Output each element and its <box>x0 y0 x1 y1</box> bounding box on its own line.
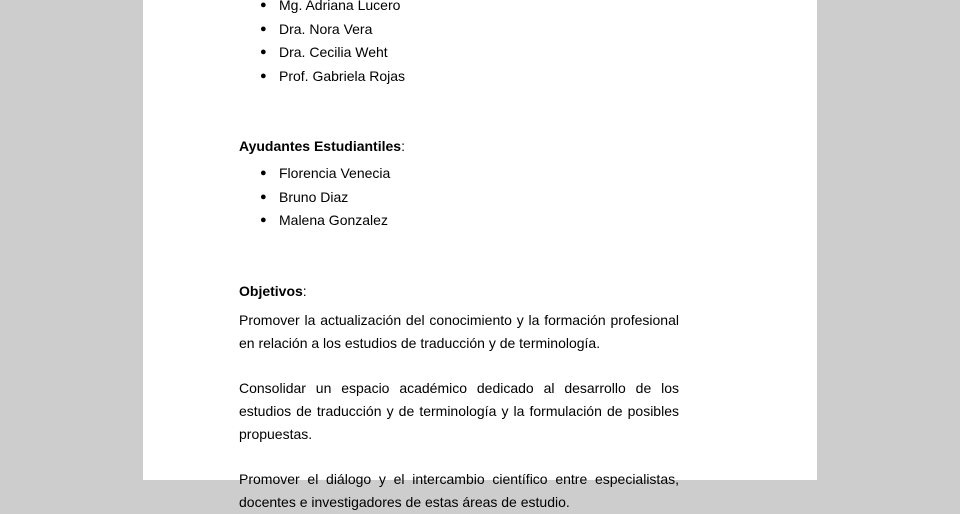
docentes-list <box>239 0 679 88</box>
objetivos-heading-text: Objetivos <box>239 282 303 299</box>
bullet-icon: ● <box>260 69 267 82</box>
list-item <box>239 18 679 42</box>
list-item <box>239 0 679 18</box>
objetivo-paragraph-1: Promover la actualización del conocimiento y la formación profesional en relación a los estudios de traducción y de terminología. <box>239 311 679 351</box>
list-item <box>239 41 679 65</box>
list-item-text: Florencia Venecia <box>279 165 391 181</box>
list-item-text: Malena Gonzalez <box>279 212 388 228</box>
list-item-text: Dra. Cecilia Weht <box>279 44 388 60</box>
list-item-text: Mg. Adriana Lucero <box>279 0 401 13</box>
objetivos-heading-colon: : <box>302 282 307 299</box>
list-item <box>239 186 679 210</box>
bullet-icon: ● <box>260 214 267 226</box>
bullet-icon: ● <box>260 190 267 203</box>
list-item <box>239 209 679 233</box>
bullet-icon: ● <box>260 0 267 11</box>
ayudantes-heading <box>239 130 679 162</box>
list-item-text: Bruno Diaz <box>279 188 349 205</box>
bullet-icon: ● <box>260 167 267 179</box>
document-content <box>239 0 679 514</box>
list-item <box>239 65 679 89</box>
objetivos-heading <box>239 275 679 307</box>
ayudantes-heading-text: Ayudantes Estudiantiles <box>239 138 402 154</box>
bullet-icon: ● <box>260 22 267 35</box>
list-item-text: Dra. Nora Vera <box>279 20 373 37</box>
ayudantes-list <box>239 162 679 233</box>
bullet-icon: ● <box>260 46 267 58</box>
document-page <box>143 0 817 510</box>
list-item <box>239 162 679 186</box>
list-item-text: Prof. Gabriela Rojas <box>279 67 406 84</box>
objetivo-paragraph-3: Promover el diálogo y el intercambio científico entre especialistas, docentes e investigadores de estas áreas de estudio. <box>239 470 679 510</box>
ayudantes-heading-colon: : <box>401 138 405 154</box>
objetivo-paragraph-2: Consolidar un espacio académico dedicado al desarrollo de los estudios de traducción y de terminología y la formulación de posibles propuestas. <box>239 379 679 442</box>
